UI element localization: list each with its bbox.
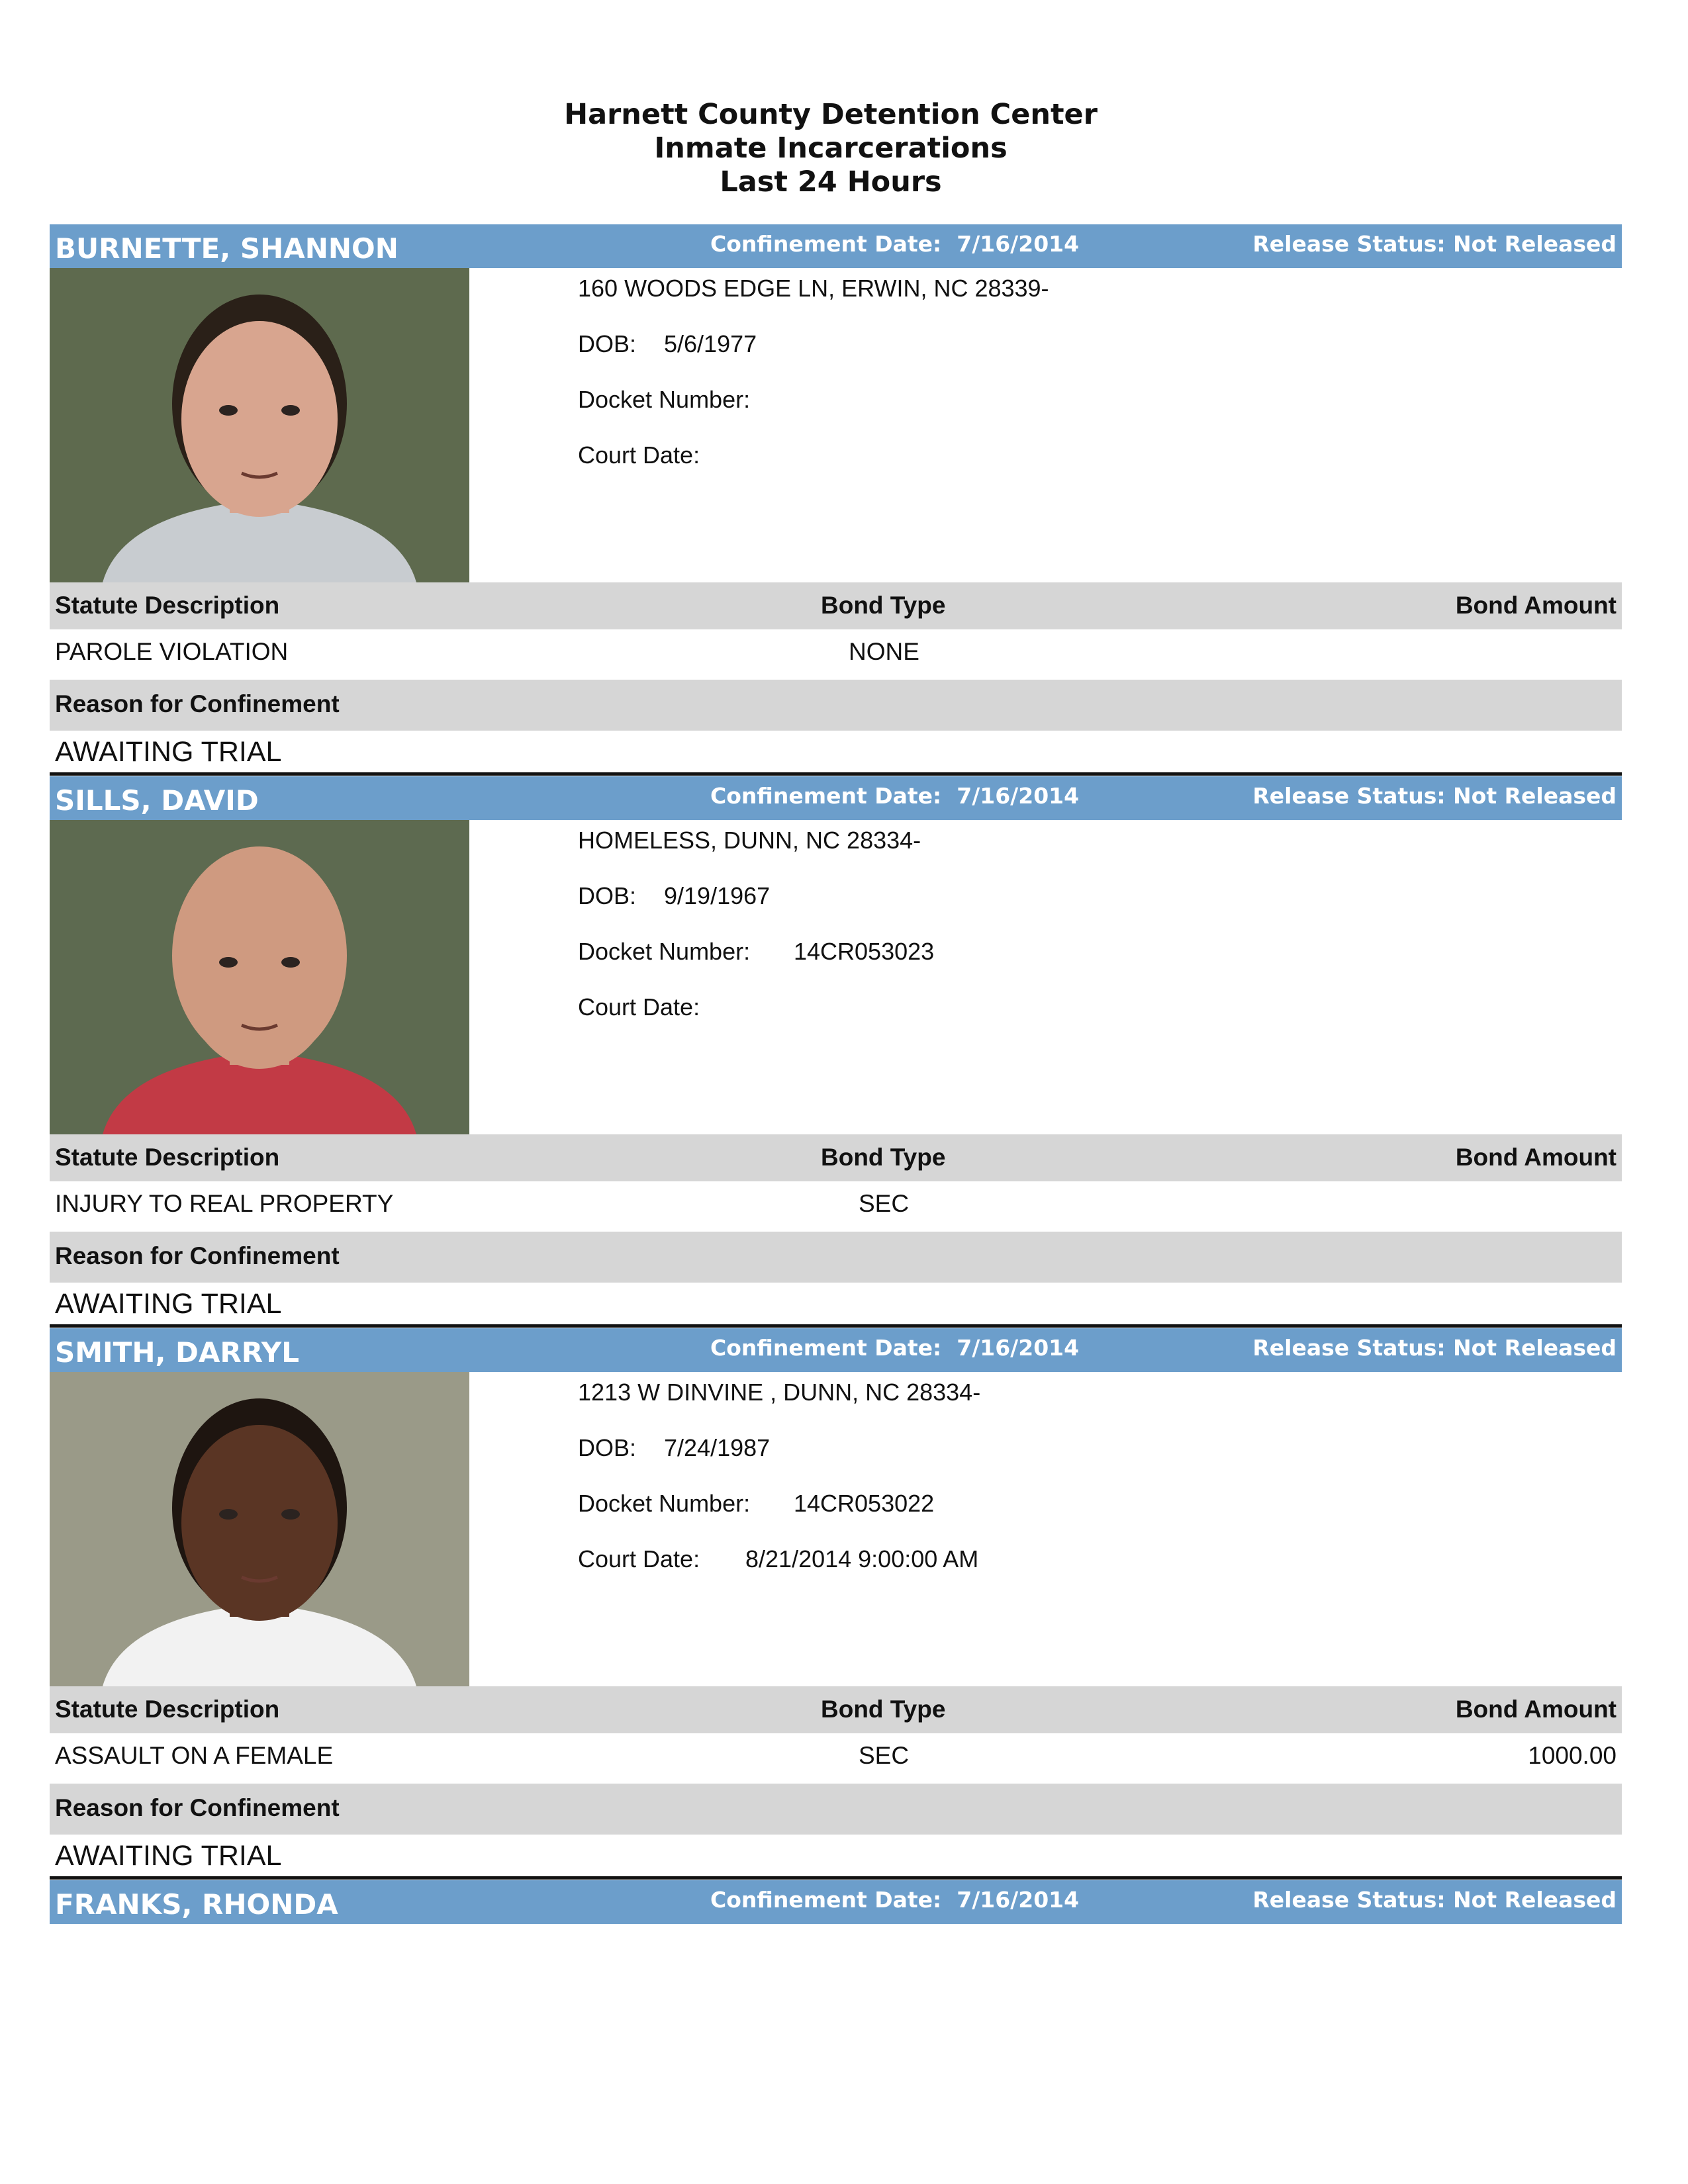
dob-label: DOB: [578,1434,637,1461]
record-divider [50,772,1622,776]
address: 1213 W DINVINE , DUNN, NC 28334- [578,1379,981,1406]
bond-type-header: Bond Type [821,1144,946,1171]
bond-type-header: Bond Type [821,592,946,619]
mugshot-photo [50,1372,469,1686]
record-divider [50,1324,1622,1328]
statute-description: ASSAULT ON A FEMALE [55,1742,334,1769]
report-title-line2: Inmate Incarcerations [654,132,1008,165]
bond-type: SEC [859,1742,910,1769]
bond-type-header: Bond Type [821,1696,946,1723]
docket-number-label: Docket Number: [578,386,751,413]
statute-description-header: Statute Description [55,1696,280,1723]
reason-for-confinement: AWAITING TRIAL [55,1288,282,1320]
release-status: Release Status: Not Released [1252,1887,1617,1913]
address: 160 WOODS EDGE LN, ERWIN, NC 28339- [578,275,1049,302]
statute-description: PAROLE VIOLATION [55,638,289,665]
inmate-name: SILLS, DAVID [55,784,259,817]
statute-description: INJURY TO REAL PROPERTY [55,1190,394,1217]
charge-header-bar [50,1134,1622,1181]
report-title-line1: Harnett County Detention Center [564,98,1098,131]
charge-header-bar [50,582,1622,629]
confinement-date: Confinement Date: 7/16/2014 [710,1887,1080,1913]
dob-value: 5/6/1977 [664,330,757,357]
bond-amount: 1000.00 [1528,1742,1617,1769]
court-date-label: Court Date: [578,1545,700,1572]
report-title-line3: Last 24 Hours [720,165,942,199]
bond-type: NONE [849,638,919,665]
reason-for-confinement: AWAITING TRIAL [55,1840,282,1872]
dob-label: DOB: [578,330,637,357]
confinement-date: Confinement Date: 7/16/2014 [710,1335,1080,1361]
court-date-label: Court Date: [578,993,700,1021]
bond-amount-header: Bond Amount [1455,1696,1617,1723]
report-title [0,98,1662,199]
reason-for-confinement-header: Reason for Confinement [55,690,340,717]
statute-description-header: Statute Description [55,1144,280,1171]
reason-for-confinement: AWAITING TRIAL [55,736,282,768]
record-header [50,224,1622,268]
release-status: Release Status: Not Released [1252,231,1617,257]
mugshot-photo [50,820,469,1134]
reason-header-bar [50,1784,1622,1835]
court-date-value: 8/21/2014 9:00:00 AM [745,1545,979,1572]
inmate-name: BURNETTE, SHANNON [55,232,399,265]
confinement-date: Confinement Date: 7/16/2014 [710,231,1080,257]
inmate-name: SMITH, DARRYL [55,1336,299,1369]
bond-type: SEC [859,1190,910,1217]
docket-number-value: 14CR053023 [794,938,935,965]
address: HOMELESS, DUNN, NC 28334- [578,827,921,854]
docket-number-label: Docket Number: [578,938,751,965]
bond-amount-header: Bond Amount [1455,592,1617,619]
reason-header-bar [50,680,1622,731]
mugshot-photo [50,268,469,582]
reason-for-confinement-header: Reason for Confinement [55,1242,340,1269]
record-divider [50,1876,1622,1880]
dob-value: 9/19/1967 [664,882,771,909]
docket-number-label: Docket Number: [578,1490,751,1517]
charge-header-bar [50,1686,1622,1733]
reason-header-bar [50,1232,1622,1283]
court-date-label: Court Date: [578,441,700,469]
dob-label: DOB: [578,882,637,909]
confinement-date: Confinement Date: 7/16/2014 [710,783,1080,809]
reason-for-confinement-header: Reason for Confinement [55,1794,340,1821]
inmate-name: FRANKS, RHONDA [55,1888,338,1921]
bond-amount-header: Bond Amount [1455,1144,1617,1171]
record-header [50,1880,1622,1924]
release-status: Release Status: Not Released [1252,783,1617,809]
record-header [50,776,1622,820]
record-header [50,1328,1622,1372]
dob-value: 7/24/1987 [664,1434,771,1461]
statute-description-header: Statute Description [55,592,280,619]
release-status: Release Status: Not Released [1252,1335,1617,1361]
docket-number-value: 14CR053022 [794,1490,935,1517]
